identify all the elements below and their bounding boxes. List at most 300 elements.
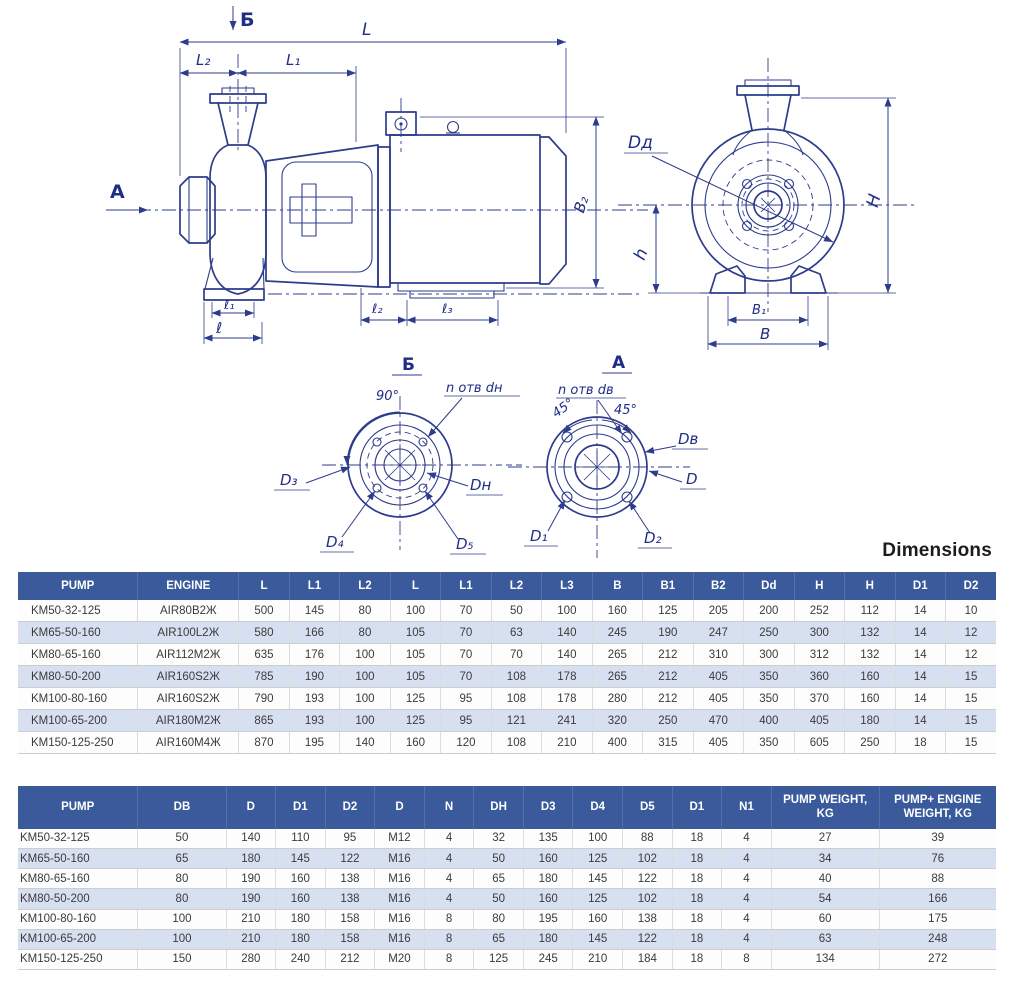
column-header: L3 <box>542 572 592 600</box>
column-header: PUMP <box>18 786 138 829</box>
pump-model-cell: KM100-65-200 <box>18 929 138 949</box>
value-cell: 138 <box>623 909 673 929</box>
value-cell: 315 <box>643 732 693 754</box>
value-cell: 175 <box>879 909 996 929</box>
value-cell: 34 <box>771 848 879 868</box>
front-view-drawing <box>618 58 915 350</box>
value-cell: 102 <box>623 848 673 868</box>
pump-model-cell: KM100-80-160 <box>18 909 138 929</box>
value-cell: M16 <box>375 909 425 929</box>
table-row <box>18 929 996 949</box>
value-cell: 18 <box>672 929 722 949</box>
table-row <box>18 732 996 754</box>
pump-overall-dimensions-table-section <box>18 572 996 754</box>
value-cell: 125 <box>474 949 524 969</box>
value-cell: 125 <box>573 889 623 909</box>
detail-a-angle-left-label: 45° <box>549 395 578 422</box>
value-cell: 14 <box>895 666 945 688</box>
dim-label-b: В <box>760 325 771 343</box>
dim-label-el: ℓ <box>216 319 223 337</box>
detail-view-b-drawing <box>274 355 524 554</box>
column-header: D1 <box>276 786 326 829</box>
value-cell: 312 <box>794 644 844 666</box>
table-row <box>18 644 996 666</box>
detail-a-holes-label: n отв dв <box>558 383 614 398</box>
column-header: B1 <box>643 572 693 600</box>
value-cell: M20 <box>375 949 425 969</box>
value-cell: 70 <box>441 622 491 644</box>
value-cell: 100 <box>542 600 592 622</box>
pump-model-cell: KM80-65-160 <box>18 644 138 666</box>
value-cell: 210 <box>226 909 276 929</box>
value-cell: AIR80B2Ж <box>138 600 239 622</box>
table-row <box>18 600 996 622</box>
value-cell: 350 <box>744 688 794 710</box>
value-cell: 125 <box>390 710 440 732</box>
value-cell: 280 <box>226 949 276 969</box>
value-cell: 80 <box>474 909 524 929</box>
value-cell: 145 <box>289 600 339 622</box>
table-row <box>18 848 996 868</box>
table-row <box>18 949 996 969</box>
value-cell: 500 <box>239 600 289 622</box>
value-cell: 145 <box>573 929 623 949</box>
dim-label-dd: Dд <box>628 133 653 153</box>
column-header: D5 <box>623 786 673 829</box>
value-cell: 14 <box>895 710 945 732</box>
value-cell: 205 <box>693 600 743 622</box>
value-cell: AIR160S2Ж <box>138 688 239 710</box>
value-cell: 180 <box>523 869 573 889</box>
value-cell: 250 <box>744 622 794 644</box>
pump-model-cell: KM80-65-160 <box>18 869 138 889</box>
value-cell: 4 <box>424 829 474 849</box>
pump-model-cell: KM50-32-125 <box>18 829 138 849</box>
value-cell: 121 <box>491 710 541 732</box>
value-cell: AIR160M4Ж <box>138 732 239 754</box>
value-cell: 70 <box>441 666 491 688</box>
value-cell: 193 <box>289 688 339 710</box>
value-cell: 122 <box>623 869 673 889</box>
value-cell: 54 <box>771 889 879 909</box>
value-cell: 18 <box>672 889 722 909</box>
value-cell: 80 <box>138 889 226 909</box>
value-cell: 138 <box>325 869 375 889</box>
table-row <box>18 622 996 644</box>
value-cell: 88 <box>879 869 996 889</box>
column-header: D <box>375 786 425 829</box>
detail-b-title: Б <box>402 355 415 375</box>
value-cell: 360 <box>794 666 844 688</box>
pump-model-cell: KM150-125-250 <box>18 732 138 754</box>
value-cell: 50 <box>138 829 226 849</box>
pump-flange-dimensions-table-section <box>18 786 996 970</box>
value-cell: 27 <box>771 829 879 849</box>
value-cell: 150 <box>138 949 226 969</box>
value-cell: 140 <box>542 644 592 666</box>
detail-view-a-drawing <box>508 353 708 558</box>
value-cell: 108 <box>491 666 541 688</box>
value-cell: 50 <box>491 600 541 622</box>
value-cell: 4 <box>722 929 772 949</box>
value-cell: 400 <box>744 710 794 732</box>
value-cell: M16 <box>375 889 425 909</box>
value-cell: 108 <box>491 688 541 710</box>
value-cell: 100 <box>573 829 623 849</box>
column-header: D1 <box>672 786 722 829</box>
value-cell: 14 <box>895 688 945 710</box>
value-cell: 110 <box>276 829 326 849</box>
value-cell: M16 <box>375 869 425 889</box>
value-cell: 100 <box>340 666 390 688</box>
value-cell: 240 <box>276 949 326 969</box>
table-row <box>18 710 996 732</box>
value-cell: 18 <box>672 909 722 929</box>
value-cell: 210 <box>573 949 623 969</box>
value-cell: 100 <box>390 600 440 622</box>
dim-label-l: L <box>362 20 372 40</box>
value-cell: 865 <box>239 710 289 732</box>
value-cell: 10 <box>946 600 996 622</box>
column-header: N <box>424 786 474 829</box>
table-header <box>18 572 996 600</box>
column-header: B <box>592 572 642 600</box>
value-cell: 160 <box>592 600 642 622</box>
value-cell: 160 <box>276 889 326 909</box>
detail-a-angle-right-label: 45° <box>614 403 638 418</box>
value-cell: 80 <box>138 869 226 889</box>
value-cell: 4 <box>424 889 474 909</box>
column-header: L <box>390 572 440 600</box>
value-cell: 212 <box>643 688 693 710</box>
value-cell: 100 <box>340 644 390 666</box>
pump-model-cell: KM65-50-160 <box>18 622 138 644</box>
pump-model-cell: KM100-65-200 <box>18 710 138 732</box>
value-cell: 18 <box>672 869 722 889</box>
value-cell: 193 <box>289 710 339 732</box>
detail-a-d1-label: D₁ <box>530 527 548 545</box>
column-header: B2 <box>693 572 743 600</box>
value-cell: 145 <box>276 848 326 868</box>
value-cell: 166 <box>879 889 996 909</box>
value-cell: 65 <box>474 869 524 889</box>
value-cell: 166 <box>289 622 339 644</box>
value-cell: 580 <box>239 622 289 644</box>
value-cell: 252 <box>794 600 844 622</box>
detail-a-dv-label: Dв <box>678 430 699 448</box>
column-header: L2 <box>340 572 390 600</box>
value-cell: 40 <box>771 869 879 889</box>
value-cell: 250 <box>845 732 895 754</box>
value-cell: 95 <box>441 688 491 710</box>
value-cell: 39 <box>879 829 996 849</box>
value-cell: 790 <box>239 688 289 710</box>
pump-model-cell: KM80-50-200 <box>18 889 138 909</box>
value-cell: 405 <box>693 732 743 754</box>
value-cell: 15 <box>946 666 996 688</box>
value-cell: AIR100L2Ж <box>138 622 239 644</box>
value-cell: 12 <box>946 622 996 644</box>
value-cell: 15 <box>946 688 996 710</box>
value-cell: 95 <box>325 829 375 849</box>
value-cell: 265 <box>592 666 642 688</box>
dim-label-el2: ℓ₂ <box>372 302 383 317</box>
column-header: H <box>794 572 844 600</box>
detail-b-d4-label: D₄ <box>326 533 344 551</box>
value-cell: 200 <box>744 600 794 622</box>
value-cell: M16 <box>375 929 425 949</box>
value-cell: 160 <box>523 848 573 868</box>
dim-label-h-small: h <box>630 245 653 263</box>
detail-a-d2-label: D₂ <box>644 529 662 547</box>
value-cell: 140 <box>340 732 390 754</box>
value-cell: 18 <box>672 949 722 969</box>
value-cell: 272 <box>879 949 996 969</box>
column-header: H <box>845 572 895 600</box>
column-header: DB <box>138 786 226 829</box>
value-cell: 15 <box>946 710 996 732</box>
value-cell: 100 <box>138 929 226 949</box>
value-cell: 14 <box>895 600 945 622</box>
detail-b-holes-label: n отв dн <box>446 381 503 396</box>
pump-model-cell: KM50-32-125 <box>18 600 138 622</box>
value-cell: AIR180M2Ж <box>138 710 239 732</box>
dim-label-b2: B₂ <box>570 193 593 215</box>
value-cell: 212 <box>643 644 693 666</box>
value-cell: 125 <box>573 848 623 868</box>
value-cell: 195 <box>523 909 573 929</box>
column-header: D1 <box>895 572 945 600</box>
value-cell: 50 <box>474 889 524 909</box>
value-cell: 65 <box>474 929 524 949</box>
value-cell: 190 <box>643 622 693 644</box>
value-cell: 108 <box>491 732 541 754</box>
value-cell: AIR160S2Ж <box>138 666 239 688</box>
value-cell: 134 <box>771 949 879 969</box>
value-cell: 180 <box>226 848 276 868</box>
value-cell: 280 <box>592 688 642 710</box>
value-cell: 400 <box>592 732 642 754</box>
flange-dimensions-weight-table <box>18 786 996 970</box>
value-cell: 122 <box>325 848 375 868</box>
value-cell: 320 <box>592 710 642 732</box>
value-cell: 212 <box>325 949 375 969</box>
value-cell: 140 <box>226 829 276 849</box>
value-cell: 245 <box>592 622 642 644</box>
column-header: Dd <box>744 572 794 600</box>
dim-label-l2: L₂ <box>196 51 211 69</box>
value-cell: 80 <box>340 622 390 644</box>
detail-a-title: А <box>612 353 626 373</box>
value-cell: 180 <box>845 710 895 732</box>
value-cell: 100 <box>138 909 226 929</box>
table-header <box>18 786 996 829</box>
value-cell: 310 <box>693 644 743 666</box>
value-cell: 300 <box>794 622 844 644</box>
value-cell: 102 <box>623 889 673 909</box>
value-cell: 100 <box>340 688 390 710</box>
value-cell: 190 <box>226 889 276 909</box>
value-cell: 95 <box>441 710 491 732</box>
value-cell: 160 <box>573 909 623 929</box>
column-header: L1 <box>441 572 491 600</box>
value-cell: 158 <box>325 929 375 949</box>
value-cell: 76 <box>879 848 996 868</box>
value-cell: 158 <box>325 909 375 929</box>
value-cell: 8 <box>424 909 474 929</box>
value-cell: 14 <box>895 644 945 666</box>
value-cell: 8 <box>424 949 474 969</box>
value-cell: 70 <box>491 644 541 666</box>
value-cell: M16 <box>375 848 425 868</box>
value-cell: 15 <box>946 732 996 754</box>
value-cell: 105 <box>390 622 440 644</box>
value-cell: 370 <box>794 688 844 710</box>
value-cell: 635 <box>239 644 289 666</box>
value-cell: 350 <box>744 732 794 754</box>
detail-b-dn-label: Dн <box>470 476 492 494</box>
value-cell: 210 <box>542 732 592 754</box>
value-cell: 160 <box>523 889 573 909</box>
table-row <box>18 829 996 849</box>
value-cell: 8 <box>424 929 474 949</box>
value-cell: 60 <box>771 909 879 929</box>
side-view-drawing <box>106 6 648 344</box>
value-cell: 180 <box>523 929 573 949</box>
dim-label-el1: ℓ₁ <box>224 298 235 313</box>
pump-model-cell: KM65-50-160 <box>18 848 138 868</box>
value-cell: 32 <box>474 829 524 849</box>
value-cell: 105 <box>390 666 440 688</box>
value-cell: 870 <box>239 732 289 754</box>
value-cell: 160 <box>276 869 326 889</box>
column-header: D4 <box>573 786 623 829</box>
pump-model-cell: KM100-80-160 <box>18 688 138 710</box>
value-cell: 180 <box>276 909 326 929</box>
value-cell: 180 <box>276 929 326 949</box>
value-cell: 4 <box>722 909 772 929</box>
value-cell: 176 <box>289 644 339 666</box>
value-cell: 105 <box>390 644 440 666</box>
value-cell: 8 <box>722 949 772 969</box>
value-cell: 120 <box>441 732 491 754</box>
value-cell: 145 <box>573 869 623 889</box>
detail-b-d5-label: D₅ <box>456 535 474 553</box>
column-header: N1 <box>722 786 772 829</box>
value-cell: 350 <box>744 666 794 688</box>
column-header: PUMP <box>18 572 138 600</box>
value-cell: 65 <box>138 848 226 868</box>
value-cell: M12 <box>375 829 425 849</box>
value-cell: 210 <box>226 929 276 949</box>
value-cell: 470 <box>693 710 743 732</box>
pump-model-cell: KM150-125-250 <box>18 949 138 969</box>
value-cell: 4 <box>722 889 772 909</box>
value-cell: 63 <box>491 622 541 644</box>
overall-dimensions-table <box>18 572 996 754</box>
value-cell: 605 <box>794 732 844 754</box>
value-cell: 63 <box>771 929 879 949</box>
value-cell: 184 <box>623 949 673 969</box>
dim-label-l1: L₁ <box>286 51 301 69</box>
detail-b-angle-label: 90° <box>376 389 400 404</box>
column-header: PUMP+ ENGINE WEIGHT, KG <box>879 786 996 829</box>
value-cell: 70 <box>441 600 491 622</box>
value-cell: 160 <box>845 666 895 688</box>
detail-b-d3-label: D₃ <box>280 471 298 489</box>
column-header: D3 <box>523 786 573 829</box>
value-cell: 265 <box>592 644 642 666</box>
column-header: ENGINE <box>138 572 239 600</box>
value-cell: 4 <box>722 829 772 849</box>
value-cell: 80 <box>340 600 390 622</box>
value-cell: 4 <box>424 848 474 868</box>
value-cell: 140 <box>542 622 592 644</box>
value-cell: 14 <box>895 622 945 644</box>
view-b-marker: Б <box>240 9 255 31</box>
value-cell: 405 <box>693 688 743 710</box>
column-header: D2 <box>946 572 996 600</box>
value-cell: 160 <box>390 732 440 754</box>
column-header: L2 <box>491 572 541 600</box>
value-cell: 18 <box>672 829 722 849</box>
table-row <box>18 909 996 929</box>
value-cell: 122 <box>623 929 673 949</box>
value-cell: 405 <box>693 666 743 688</box>
dim-label-h-big: H <box>862 191 886 210</box>
value-cell: 18 <box>672 848 722 868</box>
value-cell: 178 <box>542 666 592 688</box>
column-header: D <box>226 786 276 829</box>
value-cell: AIR112M2Ж <box>138 644 239 666</box>
value-cell: 132 <box>845 622 895 644</box>
value-cell: 135 <box>523 829 573 849</box>
value-cell: 785 <box>239 666 289 688</box>
value-cell: 112 <box>845 600 895 622</box>
value-cell: 190 <box>289 666 339 688</box>
value-cell: 88 <box>623 829 673 849</box>
value-cell: 245 <box>523 949 573 969</box>
value-cell: 100 <box>340 710 390 732</box>
value-cell: 138 <box>325 889 375 909</box>
table-row <box>18 889 996 909</box>
value-cell: 195 <box>289 732 339 754</box>
table-row <box>18 688 996 710</box>
value-cell: 160 <box>845 688 895 710</box>
value-cell: 405 <box>794 710 844 732</box>
value-cell: 241 <box>542 710 592 732</box>
column-header: DH <box>474 786 524 829</box>
value-cell: 70 <box>441 644 491 666</box>
column-header: D2 <box>325 786 375 829</box>
value-cell: 125 <box>643 600 693 622</box>
value-cell: 50 <box>474 848 524 868</box>
value-cell: 212 <box>643 666 693 688</box>
value-cell: 248 <box>879 929 996 949</box>
value-cell: 190 <box>226 869 276 889</box>
dim-label-b1: B₁ <box>752 303 767 318</box>
value-cell: 12 <box>946 644 996 666</box>
column-header: L <box>239 572 289 600</box>
value-cell: 4 <box>722 848 772 868</box>
column-header: L1 <box>289 572 339 600</box>
column-header: PUMP WEIGHT, KG <box>771 786 879 829</box>
dimensions-heading: Dimensions <box>882 540 992 561</box>
value-cell: 125 <box>390 688 440 710</box>
value-cell: 132 <box>845 644 895 666</box>
view-a-marker: А <box>110 181 125 203</box>
value-cell: 4 <box>424 869 474 889</box>
